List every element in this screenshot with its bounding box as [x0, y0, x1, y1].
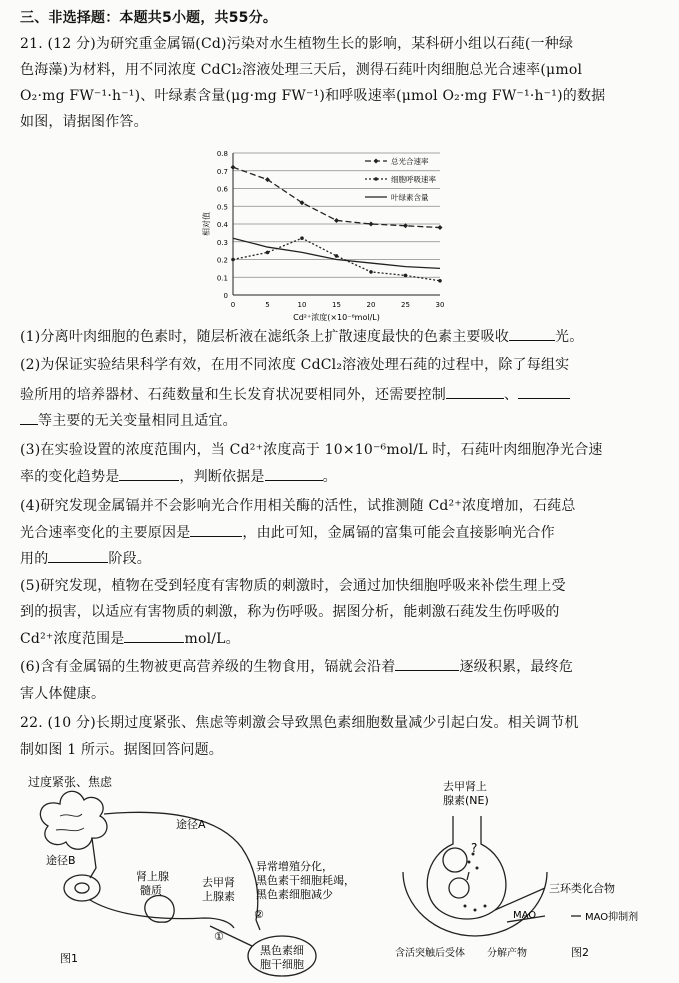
data-point [404, 274, 408, 278]
fig1-label-adrenal-1: 肾上腺 [136, 870, 169, 883]
x-tick-label: 15 [332, 301, 341, 309]
x-tick-label: 20 [366, 301, 376, 309]
fig1-label-adrenal-2: 髓质 [140, 884, 162, 897]
y-tick-label: 0.5 [216, 203, 228, 212]
q21-p4-line3-text: 用的 [20, 551, 49, 567]
series-line [233, 238, 440, 268]
fig1-label-stress: 过度紧张、焦虑 [28, 775, 113, 789]
data-point [369, 270, 373, 274]
y-tick-label: 0.7 [216, 167, 228, 176]
fig1-label-effect-1: 异常增殖分化， [256, 860, 333, 873]
data-point [369, 222, 374, 227]
postsynaptic-membrane-icon [403, 872, 547, 936]
q21-p4-line3-tail: 阶段。 [108, 551, 152, 567]
q21-p6-line-1 [20, 656, 573, 677]
q21-p6-tail: 逐级积累，最终危 [459, 659, 574, 675]
fig2-label-product: 分解产物 [487, 948, 527, 959]
legend-marker [374, 159, 379, 164]
answer-blank-4a[interactable] [190, 522, 242, 537]
q21-p4-tail: ，由此可知，金属镉的富集可能会直接影响光合作 [242, 525, 555, 541]
x-tick-label: 10 [297, 301, 307, 309]
chart-grid [233, 153, 440, 277]
fig2-label-mao: MAO [513, 910, 537, 921]
fig1-cell-label-2: 胞干细胞 [260, 958, 304, 971]
q21-p3-tail: 。 [322, 469, 337, 485]
fig2-label-triad: 三环类化合物 [549, 882, 615, 895]
q21-p2-text: 验所用的培养器材、石莼数量和生长发育状况要相同外，还需要控制 [20, 387, 446, 403]
fig1-circle-1: ① [214, 930, 224, 943]
fig1-cell-label-1: 黑色素细 [260, 944, 304, 957]
x-tick-label: 5 [265, 301, 270, 309]
x-tick-label: 30 [435, 301, 445, 309]
y-tick-label: 0 [223, 292, 228, 300]
answer-blank-3b[interactable] [265, 466, 323, 481]
y-tick-label: 0.2 [216, 256, 228, 265]
q21-p1-tail: 光。 [555, 329, 584, 345]
q21-p4-line-2 [20, 522, 555, 543]
x-tick-label: 0 [230, 301, 236, 309]
q21-p2-line-1: (2)为保证实验结果科学有效，在用不同浓度 CdCl₂溶液处理石莼的过程中，除了每组实 [20, 357, 570, 373]
fig1-caption: 图1 [60, 952, 78, 965]
fig1-circle-2: ② [254, 908, 264, 921]
q21-p4-line-3 [20, 548, 151, 569]
q21-intro-line-3: O₂·mg FW⁻¹·h⁻¹)、叶绿素含量(μg·mg FW⁻¹)和呼吸速率(μmol O₂·mg FW⁻¹·h⁻¹)的数据 [20, 88, 606, 104]
chart-legend [365, 156, 436, 202]
q22-line-2: 制如图 1 所示。据图回答问题。 [20, 742, 224, 758]
y-axis-label: 相对值 [202, 212, 211, 236]
data-point [231, 258, 235, 262]
fig1-label-effect-3: 黑色素细胞减少 [256, 888, 333, 901]
fig1-label-effect-2: 黑色素干细胞耗竭， [256, 874, 355, 887]
q21-intro-line-4: 如图，请据图作答。 [20, 114, 148, 130]
q21-intro-line-1: 21. (12 分)为研究重金属镉(Cd)污染对水生植物生长的影响，某科研小组以石莼(一种绿 [20, 36, 574, 52]
answer-blank-4b[interactable] [48, 548, 108, 563]
q21-p2-line3-text: 等主要的无关变量相同且适宜。 [38, 413, 237, 429]
presynaptic-terminal-icon [427, 816, 506, 919]
q21-p5-tail: mol/L。 [184, 631, 240, 647]
fig2-label-inhibitor: MAO抑制剂 [585, 912, 639, 923]
y-tick-label: 0.6 [216, 185, 228, 194]
q21-p3-line-1: (3)在实验设置的浓度范围内，当 Cd²⁺浓度高于 10×10⁻⁶mol/L 时，石莼叶肉细胞净光合速 [20, 442, 603, 458]
q21-p5-text: Cd²⁺浓度范围是 [20, 631, 125, 647]
answer-blank-3a[interactable] [119, 466, 179, 481]
data-point [334, 218, 339, 223]
x-axis-label: Cd²⁺浓度(×10⁻⁶mol/L) [293, 313, 380, 322]
spinal-cord-icon [90, 838, 96, 878]
data-point [438, 279, 442, 283]
fig1-label-ne-1: 去甲肾 [202, 876, 235, 889]
y-tick-label: 0.4 [216, 221, 228, 229]
fig1-label-ne-2: 上腺素 [202, 890, 235, 903]
answer-blank-2a[interactable] [446, 384, 504, 399]
q21-p6-line-2: 害人体健康。 [20, 686, 106, 702]
data-point [335, 254, 339, 258]
q21-p5-line-3 [20, 628, 240, 649]
answer-blank-2b[interactable] [518, 384, 570, 399]
x-tick-label: 25 [401, 301, 410, 309]
legend-label: 总光合速率 [391, 157, 429, 166]
y-tick-label: 0.3 [216, 238, 228, 247]
q21-p1-text: (1)分离叶肉细胞的色素时，随层析液在滤纸条上扩散速度最快的色素主要吸收 [20, 329, 510, 345]
legend-marker [374, 177, 378, 181]
legend-label: 叶绿素含量 [391, 193, 429, 202]
data-point [300, 236, 304, 240]
data-point [266, 251, 270, 255]
q22-line-1: 22. (10 分)长期过度紧张、焦虑等刺激会导致黑色素细胞数量减少引起白发。相关调节机 [20, 715, 579, 731]
q21-intro-line-2: 色海藻)为材料，用不同浓度 CdCl₂溶液处理三天后，测得石莼叶肉细胞总光合速率(μmol [20, 62, 583, 78]
q21-p5-line-1: (5)研究发现，植物在受到轻度有害物质的刺激时，会通过加快细胞呼吸来补偿生理上受 [20, 578, 566, 594]
fig2-label-question: ? [471, 841, 478, 855]
q21-p3-line-2 [20, 466, 337, 487]
q21-p5-line-2: 到的损害，以适应有害物质的刺激，称为伤呼吸。据图分析，能刺激石莼发生伤呼吸的 [20, 604, 560, 620]
q21-p2-sep: 、 [504, 387, 519, 403]
fig1-label-path-a: 途径A [176, 818, 206, 831]
answer-blank-1[interactable] [509, 326, 555, 341]
section-header: 三、非选择题：本题共5小题，共55分。 [20, 10, 278, 26]
q21-p4-line-1: (4)研究发现金属镉并不会影响光合作用相关酶的活性，试推测随 Cd²⁺浓度增加，石莼总 [20, 498, 576, 514]
fig1-label-path-b: 途径B [46, 854, 76, 867]
answer-blank-2c[interactable] [20, 410, 38, 425]
fig2-label-receptor: 含活突触后受体 [395, 948, 465, 959]
data-point [438, 225, 443, 230]
y-tick-label: 0.1 [216, 274, 228, 283]
q21-p3-text: 率的变化趋势是 [20, 469, 120, 485]
fig2-caption: 图2 [571, 946, 589, 959]
q21-line-chart [195, 143, 475, 328]
q21-p2-line-2 [20, 384, 570, 405]
data-point [231, 165, 236, 170]
fig2-label-ne-1: 去甲肾上 [443, 780, 487, 793]
legend-label: 细胞呼吸速率 [391, 175, 436, 184]
q21-p6-text: (6)含有金属镉的生物被更高营养级的生物食用，镉就会沿着 [20, 659, 396, 675]
figure-1-diagram [20, 768, 420, 980]
q21-p3-mid: ，判断依据是 [179, 469, 265, 485]
q21-p4-text: 光合速率变化的主要原因是 [20, 525, 191, 541]
brain-icon [40, 791, 107, 849]
fig2-label-ne-2: 腺素(NE) [443, 794, 489, 807]
y-tick-label: 0.8 [216, 150, 228, 158]
figure-2-diagram [395, 776, 665, 976]
answer-blank-5[interactable] [124, 628, 184, 643]
answer-blank-6[interactable] [395, 656, 459, 671]
q21-p2-line-3 [20, 410, 237, 431]
q21-p1 [20, 326, 583, 347]
